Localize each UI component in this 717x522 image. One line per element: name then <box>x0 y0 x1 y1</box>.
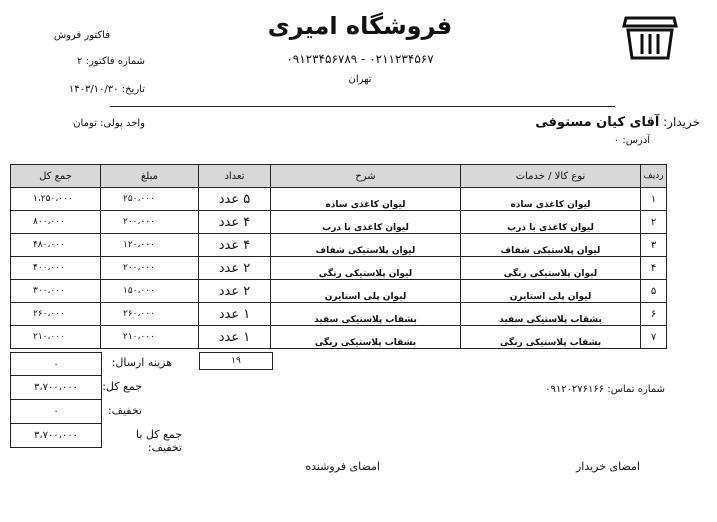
cell-row: ۵ <box>641 280 667 303</box>
food-container-icon <box>620 12 680 62</box>
cell-desc: لیوان پلاستیکی شفاف <box>271 234 461 257</box>
grand-total-value: ۳،۷۰۰،۰۰۰ <box>10 423 102 448</box>
table-row <box>11 188 667 211</box>
buyer-address: آدرس: ۰ <box>613 135 650 146</box>
items-table <box>10 164 667 349</box>
cell-price: ۱۲۰،۰۰۰ <box>101 234 199 257</box>
cell-desc: لیوان کاغذی با درب <box>271 211 461 234</box>
currency-unit: واحد پولی: تومان <box>73 118 145 129</box>
col-header-desc: شرح <box>271 165 461 188</box>
invoice-date: تاریخ: ۱۴۰۳/۱۰/۳۰ <box>68 84 145 95</box>
invoice-number: شماره فاکتور: ۲ <box>77 56 145 67</box>
cell-price: ۲۰۰،۰۰۰ <box>101 211 199 234</box>
cell-desc: لیوان پلاستیکی رنگی <box>271 257 461 280</box>
shipping-label: هزینه ارسال: <box>111 356 172 369</box>
col-header-price: مبلغ <box>101 165 199 188</box>
cell-desc: بشقاب پلاستیکی سفید <box>271 303 461 326</box>
cell-type: لیوان کاغذی با درب <box>461 211 641 234</box>
cell-type: بشقاب پلاستیکی رنگی <box>461 326 641 349</box>
cell-qty: ۲ عدد <box>199 280 271 303</box>
cell-type: لیوان کاغذی ساده <box>461 188 641 211</box>
cell-row: ۴ <box>641 257 667 280</box>
cell-qty: ۴ عدد <box>199 211 271 234</box>
discount-value: ۰ <box>10 399 102 424</box>
buyer-name: آقای کیان مستوفی <box>535 115 660 130</box>
cell-price: ۲۶۰،۰۰۰ <box>101 303 199 326</box>
buyer-label: خریدار: <box>663 115 700 129</box>
cell-row: ۷ <box>641 326 667 349</box>
table-row <box>11 211 667 234</box>
cell-price: ۲۵۰،۰۰۰ <box>101 188 199 211</box>
cell-total: ۴۰۰،۰۰۰ <box>11 257 101 280</box>
store-phones: ۰۹۱۲۳۴۵۶۷۸۹ - ۰۲۱۱۲۳۴۵۶۷ <box>286 52 434 66</box>
total-label: جمع کل: <box>102 380 142 393</box>
cell-qty: ۱ عدد <box>199 303 271 326</box>
cell-row: ۱ <box>641 188 667 211</box>
total-value: ۳،۷۰۰،۰۰۰ <box>10 375 102 400</box>
cell-row: ۲ <box>641 211 667 234</box>
cell-price: ۱۵۰،۰۰۰ <box>101 280 199 303</box>
col-header-total: جمع کل <box>11 165 101 188</box>
table-row <box>11 280 667 303</box>
table-row <box>11 303 667 326</box>
seller-signature-label: امضای فروشنده <box>305 460 380 473</box>
cell-type: لیوان پلاستیکی رنگی <box>461 257 641 280</box>
cell-total: ۱،۲۵۰،۰۰۰ <box>11 188 101 211</box>
cell-price: ۲۰۰،۰۰۰ <box>101 257 199 280</box>
table-header-row <box>11 165 667 188</box>
cell-type: لیوان پلی استایرن <box>461 280 641 303</box>
cell-row: ۶ <box>641 303 667 326</box>
store-city: تهران <box>348 74 372 85</box>
cell-desc: لیوان کاغذی ساده <box>271 188 461 211</box>
shipping-value: ۰ <box>10 352 102 377</box>
grand-total-label: جمع کل با تخفیف: <box>136 428 182 454</box>
table-row <box>11 326 667 349</box>
cell-total: ۴۸۰،۰۰۰ <box>11 234 101 257</box>
contact-number: شماره تماس: ۰۹۱۲۰۲۷۶۱۶۶ <box>545 384 665 395</box>
cell-price: ۲۱۰،۰۰۰ <box>101 326 199 349</box>
table-row <box>11 257 667 280</box>
cell-total: ۳۰۰،۰۰۰ <box>11 280 101 303</box>
col-header-type: نوع کالا / خدمات <box>461 165 641 188</box>
cell-total: ۲۶۰،۰۰۰ <box>11 303 101 326</box>
table-row <box>11 234 667 257</box>
cell-qty: ۴ عدد <box>199 234 271 257</box>
col-header-row: ردیف <box>641 165 667 188</box>
cell-type: لیوان پلاستیکی شفاف <box>461 234 641 257</box>
quantity-total: ۱۹ <box>199 352 273 370</box>
cell-qty: ۵ عدد <box>199 188 271 211</box>
cell-qty: ۲ عدد <box>199 257 271 280</box>
col-header-qty: تعداد <box>199 165 271 188</box>
buyer-line <box>400 115 700 130</box>
store-name: فروشگاه امیری <box>267 12 453 40</box>
header-divider <box>110 106 615 107</box>
buyer-signature-label: امضای خریدار <box>575 460 640 473</box>
document-type: فاکتور فروش <box>53 30 110 41</box>
cell-desc: بشقاب پلاستیکی رنگی <box>271 326 461 349</box>
cell-desc: لیوان پلی استایرن <box>271 280 461 303</box>
cell-qty: ۱ عدد <box>199 326 271 349</box>
cell-total: ۸۰۰،۰۰۰ <box>11 211 101 234</box>
discount-label: تخفیف: <box>107 404 142 417</box>
cell-total: ۲۱۰،۰۰۰ <box>11 326 101 349</box>
cell-type: بشقاب پلاستیکی سفید <box>461 303 641 326</box>
cell-row: ۳ <box>641 234 667 257</box>
